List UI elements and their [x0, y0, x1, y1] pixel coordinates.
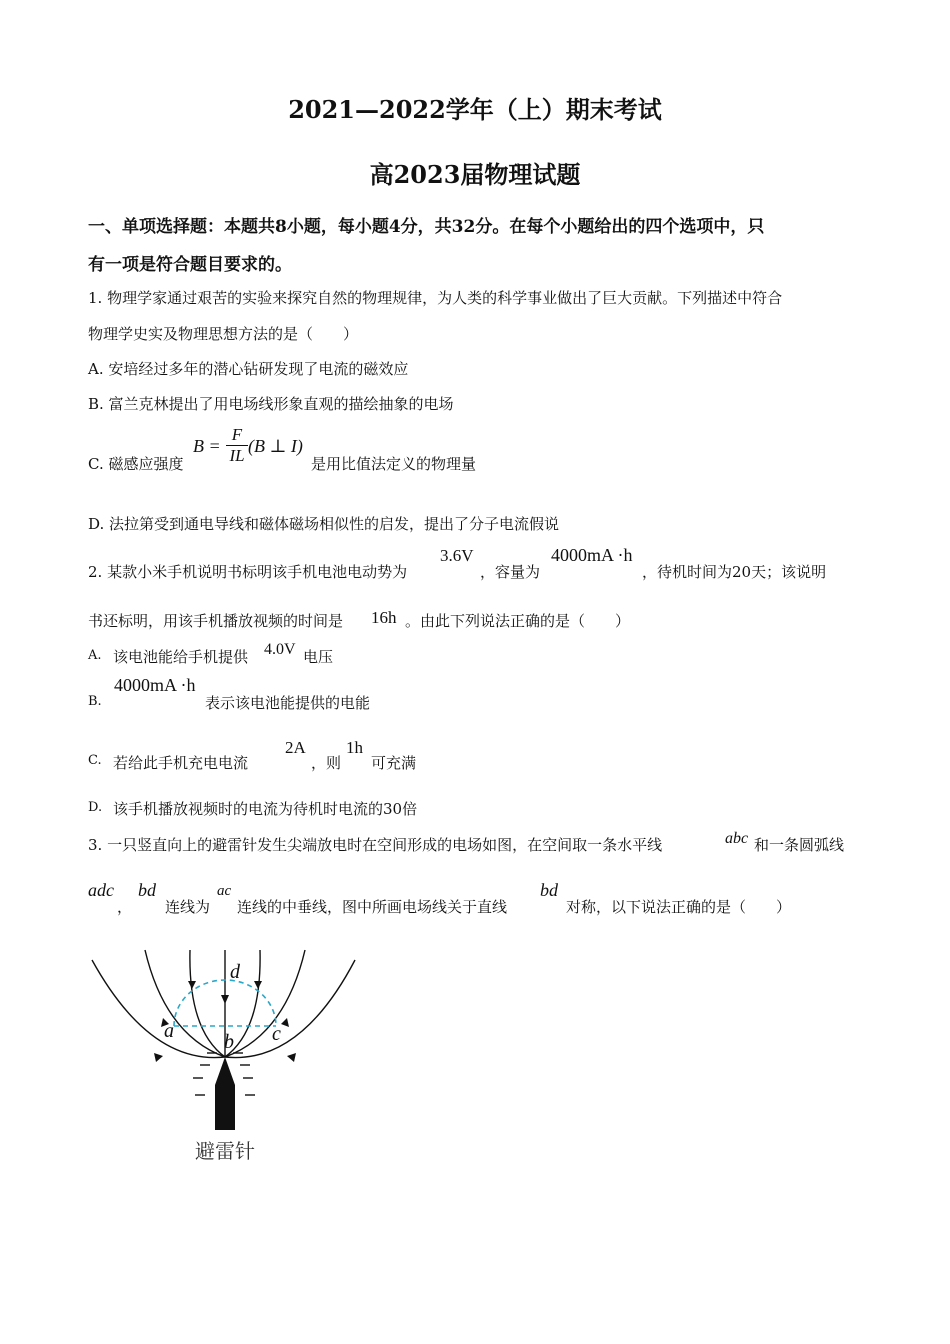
field-line-outer-right — [225, 960, 355, 1058]
q2-stem-line2-part2: 。由此下列说法正确的是（ ） — [405, 612, 631, 630]
q1-formula-denominator: IL — [229, 446, 245, 465]
q1-stem-line2: 物理学史实及物理思想方法的是（ ） — [88, 325, 359, 343]
q2-option-b-suffix: 表示该电池能提供的电能 — [205, 694, 371, 712]
q1-option-b: B. 富兰克林提出了用电场线形象直观的描绘抽象的电场 — [88, 395, 454, 413]
q2-option-c-text: 若给此手机充电电流 — [113, 754, 249, 772]
q2-option-c-label: C. — [88, 753, 102, 768]
q1-option-d: D. 法拉第受到通电导线和磁体磁场相似性的启发，提出了分子电流假说 — [88, 515, 560, 533]
q2-emf: 3.6V — [440, 546, 474, 565]
q1-option-a: A. 安培经过多年的潜心钻研发现了电流的磁效应 — [88, 360, 409, 378]
figure-caption: 避雷针 — [195, 1139, 255, 1163]
q3-stem-part2: 和一条圆弧线 — [754, 836, 845, 854]
q2-stem-part3: ，待机时间为20天；该说明 — [642, 563, 827, 581]
arrow-third-right — [254, 981, 262, 989]
q3-line-bd: bd — [138, 880, 156, 900]
q2-stem-line2-part1: 书还标明，用该手机播放视频的时间是 — [88, 612, 344, 630]
section-header-line2: 有一项是符合题目要求的。 — [88, 255, 292, 275]
label-d: d — [230, 961, 240, 983]
q3-ac: ac — [217, 883, 232, 899]
q2-stem-part2: ，容量为 — [480, 563, 541, 581]
q2-capacity: 4000mA ·h — [551, 545, 633, 565]
q3-stem-line2-part2: 连线的中垂线，图中所画电场线关于直线 — [237, 898, 508, 916]
q2-option-a-label: A. — [88, 648, 102, 663]
q3-arc-adc: adc — [88, 880, 114, 900]
q3-bd2: bd — [540, 880, 558, 900]
arrow-third-left — [188, 981, 196, 989]
q2-option-c-suffix: 可充满 — [371, 754, 417, 772]
section-header-line1: 一、单项选择题：本题共8小题，每小题4分，共32分。在每个小题给出的四个选项中，只 — [88, 217, 765, 237]
q1-option-c-prefix: C. 磁感应强度 — [88, 455, 184, 473]
lightning-rod — [215, 1057, 235, 1130]
q3-line-abc: abc — [725, 830, 749, 847]
q2-option-c-mid: ，则 — [311, 754, 342, 772]
q2-stem-part1: 2. 某款小米手机说明书标明该手机电池电动势为 — [88, 563, 408, 581]
q2-option-a-text: 该电池能给手机提供 — [113, 648, 249, 666]
q2-option-a-value: 4.0V — [264, 641, 296, 658]
q2-option-c-current: 2A — [285, 738, 306, 757]
lightning-rod-figure — [80, 945, 370, 1175]
arrow-outer-right — [287, 1053, 296, 1062]
q1-option-c-suffix: 是用比值法定义的物理量 — [311, 455, 477, 473]
q2-option-d-label: D. — [88, 800, 103, 815]
q2-option-a-suffix: 电压 — [303, 648, 334, 666]
q1-formula-lhs: B = — [193, 436, 221, 456]
field-line-outer-left — [92, 960, 225, 1058]
label-c: c — [272, 1023, 281, 1045]
q3-comma: ， — [117, 898, 133, 916]
q1-formula-fraction — [226, 426, 248, 466]
field-line-second-left — [145, 950, 225, 1057]
q2-option-d-text: 该手机播放视频时的电流为待机时电流的30倍 — [113, 800, 418, 818]
q2-option-c-time: 1h — [346, 738, 363, 757]
arrow-center — [221, 995, 229, 1004]
q3-stem-part1: 3. 一只竖直向上的避雷针发生尖端放电时在空间形成的电场如图，在空间取一条水平线 — [88, 836, 663, 854]
exam-title: 2021—2022学年（上）期末考试 — [288, 95, 662, 124]
q2-option-b-label: B. — [88, 694, 102, 709]
q1-formula-numerator: F — [226, 426, 248, 446]
q1-formula-condition: (B ⊥ I) — [248, 436, 303, 456]
exam-subtitle: 高2023届物理试题 — [369, 160, 581, 189]
q1-stem-line1: 1. 物理学家通过艰苦的实验来探究自然的物理规律，为人类的科学事业做出了巨大贡献。下列描述中符合 — [88, 289, 783, 307]
label-a: a — [164, 1020, 174, 1042]
arrow-second-right — [281, 1018, 289, 1027]
q2-video-time: 16h — [371, 608, 397, 627]
q3-stem-line2-part3: 对称，以下说法正确的是（ ） — [566, 898, 792, 916]
q3-stem-line2-part1: 连线为 — [165, 898, 211, 916]
arrow-outer-left — [154, 1053, 163, 1062]
q2-option-b-value: 4000mA ·h — [114, 675, 196, 695]
label-b: b — [224, 1031, 234, 1053]
